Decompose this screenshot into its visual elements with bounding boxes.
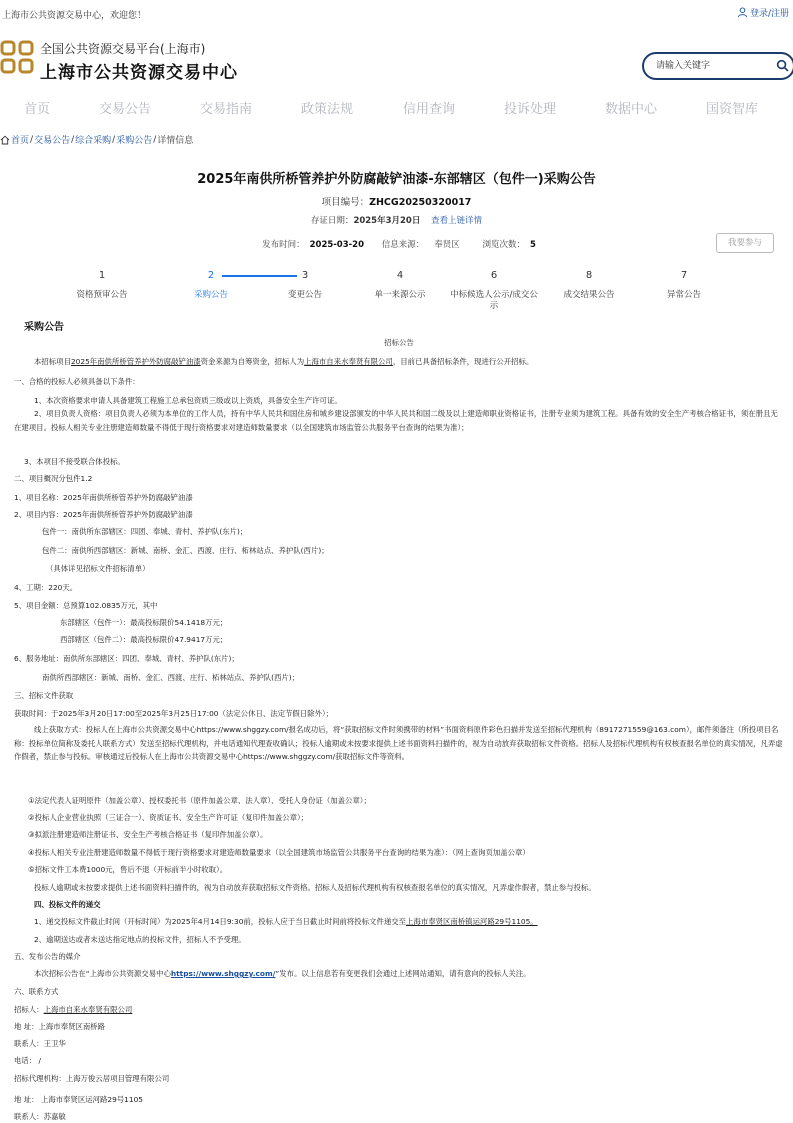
brand-platform-name: 全国公共资源交易平台(上海市): [40, 42, 206, 56]
doc-contact-address: 地 址：上海市奉贤区南桥路: [14, 1022, 106, 1031]
doc-material-1: ①法定代表人证明原件（加盖公章）、授权委托书（原件加盖公章、法人章）、受托人身份证（加盖公章）；: [28, 796, 371, 805]
doc-obtain-time: 获取时间：于2025年3月20日17:00至2025年3月25日17:00（法定公休日、法定节假日除外）；: [14, 709, 334, 718]
nav-item-announcements[interactable]: 交易公告: [99, 102, 152, 117]
nav-item-policy[interactable]: 政策法规: [301, 102, 354, 117]
step-result[interactable]: 8 成交结果公告: [563, 270, 615, 300]
doc-amount-west: 西部辖区（包件二）：最高投标限价47.9417万元；: [60, 635, 228, 644]
logo-icon[interactable]: [0, 40, 34, 74]
doc-warning: 投标人逾期或未按要求提供上述书面资料扫描件的，视为自动放弃获取招标文件资格。招标人及招标代理机构有权核查报名单位的真实情况，凡弄虚作假者，禁止参与投标。: [34, 883, 596, 892]
join-button[interactable]: 我要参与: [716, 233, 774, 253]
certificate-date: 2025年3月20日: [353, 216, 421, 226]
doc-online-method: 线上获取方式：投标人在上海市公共资源交易中心https://www.shggzy.com/报名成功后，将“获取招标文件时须携带的材料”书面资料原件彩色扫描并发送至招标代理机构（8917271559@163.com），邮件须备注（所投项目名称：投标单位简称及委托人联系方式）发送至招标代理机构，并电话通知代理查收确认；投标人逾期或未按要求提供上述书面资料扫描件的，视为自动放弃获取招标文件资格。招标人及招标代理机构有权核查报名单位的真实情况，凡弄虚作假者，禁止参与投标。审核通过后投标人在上海市公共资源交易中心https://www.shggzy.com/获取招标文件等资料。: [14, 725, 783, 761]
main-nav: [0, 92, 793, 120]
top-bar: [0, 0, 793, 26]
doc-service-address-west: 南供所西部辖区：新城、南桥、金汇、西渡、庄行、柘林站点、养护队(西片)；: [42, 673, 300, 682]
doc-material-5: ⑤招标文件工本费1000元，售后不退（开标前半小时收取）。: [28, 865, 228, 874]
search-input[interactable]: [656, 59, 766, 73]
doc-material-4: ④投标人相关专业注册建造师数量不得低于现行资格要求对建造师数量要求（以全国建筑市场监管公共服务平台查询的结果为准）：（网上查询页加盖公章）: [28, 848, 530, 857]
doc-amount-east: 东部辖区（包件一）：最高投标限价54.1418万元；: [60, 618, 228, 627]
breadcrumb-announcements[interactable]: 交易公告: [34, 136, 71, 146]
section-title: 采购公告: [24, 322, 64, 333]
doc-contact-phone: 电话： /: [14, 1056, 42, 1065]
doc-req-1: 1、本次资格要求申请人具备建筑工程施工总承包资质三级或以上资质，具备安全生产许可证。: [34, 396, 342, 405]
welcome-text: 上海市公共资源交易中心，欢迎您！: [2, 11, 147, 21]
doc-section-1: 一、合格的投标人必须具备以下条件：: [14, 377, 140, 386]
login-link[interactable]: [737, 6, 789, 19]
doc-section-6: 六、联系方式: [14, 987, 59, 996]
site-header: [0, 36, 793, 86]
step-candidate[interactable]: 6 中标候选人公示/成交公示: [450, 270, 538, 311]
doc-amount: 5、项目金额：总预算102.0835万元，其中: [14, 601, 158, 610]
breadcrumb: 首页 / 交易公告 / 综合采购 / 采购公告 / 详情信息: [0, 133, 193, 146]
doc-late-submission: 2、逾期送达或者未送达指定地点的投标文件，招标人不予受理。: [34, 935, 246, 944]
doc-material-3: ③拟派注册建造师注册证书、安全生产考核合格证书（复印件加盖公章）。: [28, 830, 268, 839]
nav-item-think-tank[interactable]: 国资智库: [706, 102, 759, 117]
view-count: 5: [529, 240, 536, 250]
nav-item-credit[interactable]: 信用查询: [403, 102, 456, 117]
breadcrumb-procurement[interactable]: 综合采购: [75, 136, 112, 146]
doc-contact-person: 联系人：王卫华: [14, 1039, 66, 1048]
step-change[interactable]: 3 变更公告: [287, 270, 322, 300]
doc-section-2: 二、项目概况分包件1.2: [14, 474, 93, 483]
doc-service-address: 6、服务地址：南供所东部辖区：四团、奉城、青村、养护队(东片)；: [14, 654, 239, 663]
project-number: 项目编号：ZHCG20250320017: [321, 197, 472, 208]
doc-intro: 本招标项目2025年南供所桥管养护外防腐敲铲油漆资金来源为自筹资金，招标人为上海市自来水奉贤有限公司，目前已具备招标条件，现进行公开招标。: [34, 357, 534, 366]
info-source: 奉贤区: [434, 240, 460, 250]
search-icon[interactable]: [776, 59, 789, 72]
home-icon: [0, 135, 10, 145]
breadcrumb-detail: 详情信息: [157, 136, 194, 146]
doc-section-3: 三、招标文件获取: [14, 691, 74, 700]
breadcrumb-home[interactable]: 首页: [11, 136, 30, 146]
nav-item-home[interactable]: 首页: [24, 102, 51, 117]
step-purchase-notice[interactable]: 2 采购公告: [193, 270, 228, 300]
nav-item-complaint[interactable]: 投诉处理: [504, 102, 557, 117]
login-label: 登录/注册: [749, 9, 789, 19]
breadcrumb-purchase-notice[interactable]: 采购公告: [116, 136, 153, 146]
doc-section-4: 四、投标文件的递交: [34, 900, 101, 909]
publish-time: 2025-03-20: [309, 240, 364, 250]
doc-package-note: （具体详见招标文件招标清单）: [46, 564, 150, 573]
user-icon: [737, 7, 748, 18]
doc-req-2: 2、项目负责人资格：项目负责人必须为本单位的工作人员，持有中华人民共和国住房和城乡建设部颁发的中华人民共和国二级及以上建造师职业资格证书，注册专业须为建筑工程。具备有效的安全生产考核合格证书，须在册且无在建项目。投标人相关专业注册建造师数量不得低于现行资格要求对建造师数量要求（以全国建筑市场监管公共服务平台查询的结果为准）；: [14, 409, 778, 432]
doc-agency-contact: 联系人：苏嘉敏: [14, 1112, 66, 1121]
doc-package-2: 包件二：南供所西部辖区：新城、南桥、金汇、西渡、庄行、柘林站点、养护队(西片)；: [42, 546, 329, 555]
doc-agency: 招标代理机构：上海万俊云居项目管理有限公司: [14, 1074, 170, 1083]
step-prequal[interactable]: 1 资格预审公告: [76, 270, 128, 300]
nav-item-guide[interactable]: 交易指南: [200, 102, 253, 117]
doc-duration: 4、工期：220天。: [14, 583, 78, 592]
doc-agency-address: 地 址： 上海市奉贤区运河路29号1105: [14, 1095, 143, 1104]
process-steps: [0, 268, 793, 318]
doc-heading: 招标公告: [384, 338, 414, 347]
doc-submit-deadline: 1、递交投标文件截止时间（开标时间）为2025年4月14日9:30前，投标人应于当日截止时间前将投标文件递交至上海市奉贤区南桥镇运河路29号1105。: [34, 917, 538, 926]
doc-media: 本次招标公告在“上海市公共资源交易中心https://www.shggzy.com/”发布。以上信息若有变更我们会通过上述网站通知，请有意向的投标人关注。: [34, 969, 531, 978]
step-single-source[interactable]: 4 单一来源公示: [374, 270, 426, 300]
certificate-info: 存证日期：2025年3月20日 查看上链详情: [310, 216, 483, 226]
brand-center-name: 上海市公共资源交易中心: [40, 63, 238, 83]
doc-package-1: 包件一：南供所东部辖区：四团、奉城、青村、养护队(东片)；: [42, 527, 248, 536]
step-abnormal[interactable]: 7 异常公告: [666, 270, 701, 300]
project-number-value: ZHCG20250320017: [369, 197, 472, 208]
doc-contact-tenderer: 招标人：上海市自来水奉贤有限公司: [14, 1005, 133, 1014]
doc-project-content: 2、项目内容：2025年南供所桥管养护外防腐敲铲油漆: [14, 510, 193, 519]
nav-item-data-center[interactable]: 数据中心: [605, 102, 658, 117]
view-chain-link[interactable]: 查看上链详情: [431, 216, 483, 226]
search-box: [642, 52, 793, 80]
doc-section-5: 五、发布公告的媒介: [14, 952, 81, 961]
doc-material-2: ②投标人企业营业执照（三证合一）、资质证书、安全生产许可证（复印件加盖公章）；: [28, 813, 309, 822]
doc-project-name: 1、项目名称：2025年南供所桥管养护外防腐敲铲油漆: [14, 493, 193, 502]
media-link[interactable]: https://www.shggzy.com/: [170, 969, 276, 978]
doc-req-3: 3、本项目不接受联合体投标。: [24, 457, 125, 466]
publish-info: 发布时间： 2025-03-20 信息来源： 奉贤区 浏览次数： 5: [262, 240, 536, 250]
page-title: 2025年南供所桥管养护外防腐敲铲油漆-东部辖区（包件一)采购公告: [197, 172, 596, 187]
